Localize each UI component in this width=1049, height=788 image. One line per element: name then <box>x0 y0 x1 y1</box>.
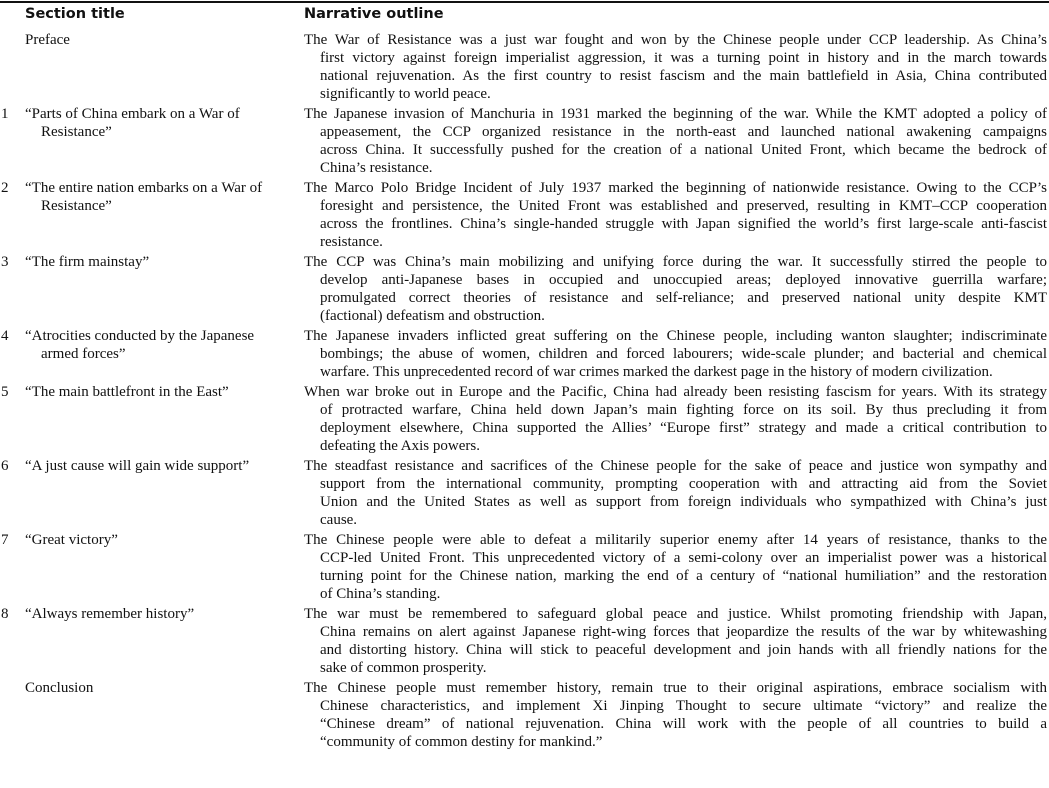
narrative-line: The Chinese people were able to defeat a militarily superior enemy after 14 years of resistance, thanks to the <box>304 532 1047 548</box>
table-row <box>0 103 1049 177</box>
section-title <box>25 105 290 141</box>
table-row <box>0 529 1049 603</box>
narrative-line: across China. It successfully pushed for the creation of a national United Front, which became the bedrock of <box>320 142 1047 158</box>
narrative-outline <box>304 327 1047 381</box>
narrative-line: bombings; the abuse of women, children and forced labourers; wide-scale plunder; and bacterial and chemical <box>320 346 1047 362</box>
table-row <box>0 603 1049 677</box>
narrative-line: CCP-led United Front. This unprecedented victory of a semi-colony over an imperialist power was a historical <box>320 550 1047 566</box>
narrative-outline <box>304 179 1047 251</box>
narrative-line: support from the international community, prompting cooperation with and attracting aid from the Soviet <box>320 476 1047 492</box>
section-title <box>25 531 290 549</box>
table-row <box>0 177 1049 251</box>
narrative-line: deployment elsewhere, China supported the Allies’ “Europe first” strategy and made a critical contribution to <box>320 420 1047 436</box>
section-title-line: “The entire nation embarks on a War of <box>25 180 263 196</box>
narrative-line: The war must be remembered to safeguard global peace and justice. Whilst promoting friendship with Japan, <box>304 606 1047 622</box>
narrative-line: develop anti-Japanese bases in occupied and unoccupied areas; deployed innovative guerrilla warfare; <box>320 272 1047 288</box>
narrative-line: of protracted warfare, China held down Japan’s main fighting force on its soil. By thus precluding it from <box>320 402 1047 418</box>
narrative-line: The Marco Polo Bridge Incident of July 1937 marked the beginning of nationwide resistance. Owing to the CCP’s <box>304 180 1047 196</box>
section-title-line: Resistance” <box>41 124 112 140</box>
narrative-line: The Chinese people must remember history, remain true to their original aspirations, embrace socialism with <box>304 680 1047 696</box>
table-row <box>0 325 1049 381</box>
narrative-line: across the frontlines. China’s single-handed struggle with Japan signified the world’s first large-scale anti-fascist <box>320 216 1047 232</box>
narrative-outline <box>304 457 1047 529</box>
narrative-outline <box>304 31 1047 103</box>
row-number: 8 <box>1 606 9 622</box>
section-title <box>25 383 290 401</box>
section-title <box>25 31 290 49</box>
narrative-outline <box>304 105 1047 177</box>
table-row <box>0 677 1049 751</box>
narrative-outline <box>304 253 1047 325</box>
table-body <box>0 29 1049 751</box>
narrative-line: significantly to world peace. <box>320 86 491 102</box>
narrative-line: When war broke out in Europe and the Pacific, China had already been resisting fascism for years. With its strategy <box>304 384 1047 400</box>
narrative-outline <box>304 679 1047 751</box>
row-number: 4 <box>1 328 9 344</box>
section-title <box>25 327 290 363</box>
narrative-line: turning point for the Chinese nation, marking the end of a century of “national humiliation” and the restoration <box>320 568 1047 584</box>
section-title-line: Resistance” <box>41 198 112 214</box>
narrative-line: (factional) defeatism and obstruction. <box>320 308 545 324</box>
section-title-line: “Always remember history” <box>25 606 195 622</box>
row-number: 1 <box>1 106 9 122</box>
table-row <box>0 381 1049 455</box>
narrative-line: Chinese characteristics, and implement Xi Jinping Thought to secure ultimate “victory” and realize the <box>320 698 1047 714</box>
section-title-line: “Great victory” <box>25 532 118 548</box>
header-section-title: Section title <box>25 6 125 22</box>
row-number: 7 <box>1 532 9 548</box>
narrative-line: The steadfast resistance and sacrifices of the Chinese people for the sake of peace and justice won sympathy and <box>304 458 1047 474</box>
header-narrative-outline: Narrative outline <box>304 6 444 22</box>
section-title-line: Preface <box>25 32 70 48</box>
narrative-line: and distorting history. China will stick to peaceful development and join hands with all friendly nations for the <box>320 642 1047 658</box>
narrative-line: “Chinese dream” of national rejuvenation. China will work with the people of all countries to build a <box>320 716 1047 732</box>
narrative-line: Union and the United States as well as support from foreign individuals who sympathized with China’s just <box>320 494 1047 510</box>
section-title-line: “A just cause will gain wide support” <box>25 458 250 474</box>
table-row <box>0 29 1049 103</box>
narrative-line: China’s resistance. <box>320 160 433 176</box>
narrative-line: China remains on alert against Japanese right-wing forces that jeopardize the results of the war by whitewashing <box>320 624 1047 640</box>
section-title <box>25 457 290 475</box>
narrative-outline <box>304 383 1047 455</box>
section-title <box>25 605 290 623</box>
narrative-outline <box>304 531 1047 603</box>
section-title <box>25 679 290 697</box>
narrative-line: defeating the Axis powers. <box>320 438 480 454</box>
narrative-line: national rejuvenation. As the first country to resist fascism and the main battlefield in Asia, China contributed <box>320 68 1047 84</box>
section-title <box>25 179 290 215</box>
section-title-line: Conclusion <box>25 680 94 696</box>
narrative-line: The Japanese invaders inflicted great suffering on the Chinese people, including wanton slaughter; indiscriminate <box>304 328 1047 344</box>
row-number: 3 <box>1 254 9 270</box>
narrative-line: sake of common prosperity. <box>320 660 487 676</box>
row-number: 5 <box>1 384 9 400</box>
section-title-line: “Parts of China embark on a War of <box>25 106 240 122</box>
narrative-line: resistance. <box>320 234 383 250</box>
narrative-line: The War of Resistance was a just war fought and won by the Chinese people under CCP leadership. As China’s <box>304 32 1047 48</box>
table-row <box>0 455 1049 529</box>
table-top-rule <box>0 1 1049 3</box>
narrative-line: cause. <box>320 512 358 528</box>
section-title-line: armed forces” <box>41 346 126 362</box>
narrative-line: warfare. This unprecedented record of war crimes marked the darkest page in the history of modern civilization. <box>320 364 993 380</box>
narrative-outline <box>304 605 1047 677</box>
section-title-line: “The firm mainstay” <box>25 254 150 270</box>
row-number: 6 <box>1 458 9 474</box>
section-title <box>25 253 290 271</box>
table-row <box>0 251 1049 325</box>
narrative-line: The Japanese invasion of Manchuria in 1931 marked the beginning of the war. While the KMT adopted a policy of <box>304 106 1047 122</box>
narrative-line: promulgated correct theories of resistance and self-reliance; and preserved national unity despite KMT <box>320 290 1047 306</box>
narrative-line: first victory against foreign imperialist aggression, it was a turning point in history and in the march towards <box>320 50 1047 66</box>
section-title-line: “The main battlefront in the East” <box>25 384 229 400</box>
narrative-line: The CCP was China’s main mobilizing and unifying force during the war. It successfully stirred the people to <box>304 254 1047 270</box>
section-title-line: “Atrocities conducted by the Japanese <box>25 328 255 344</box>
narrative-line: of China’s standing. <box>320 586 441 602</box>
row-number: 2 <box>1 180 9 196</box>
narrative-line: “community of common destiny for mankind.” <box>320 734 603 750</box>
narrative-line: foresight and persistence, the United Front was established and preserved, resulting in KMT–CCP cooperation <box>320 198 1047 214</box>
narrative-line: appeasement, the CCP organized resistance in the north-east and launched national awakening campaigns <box>320 124 1047 140</box>
